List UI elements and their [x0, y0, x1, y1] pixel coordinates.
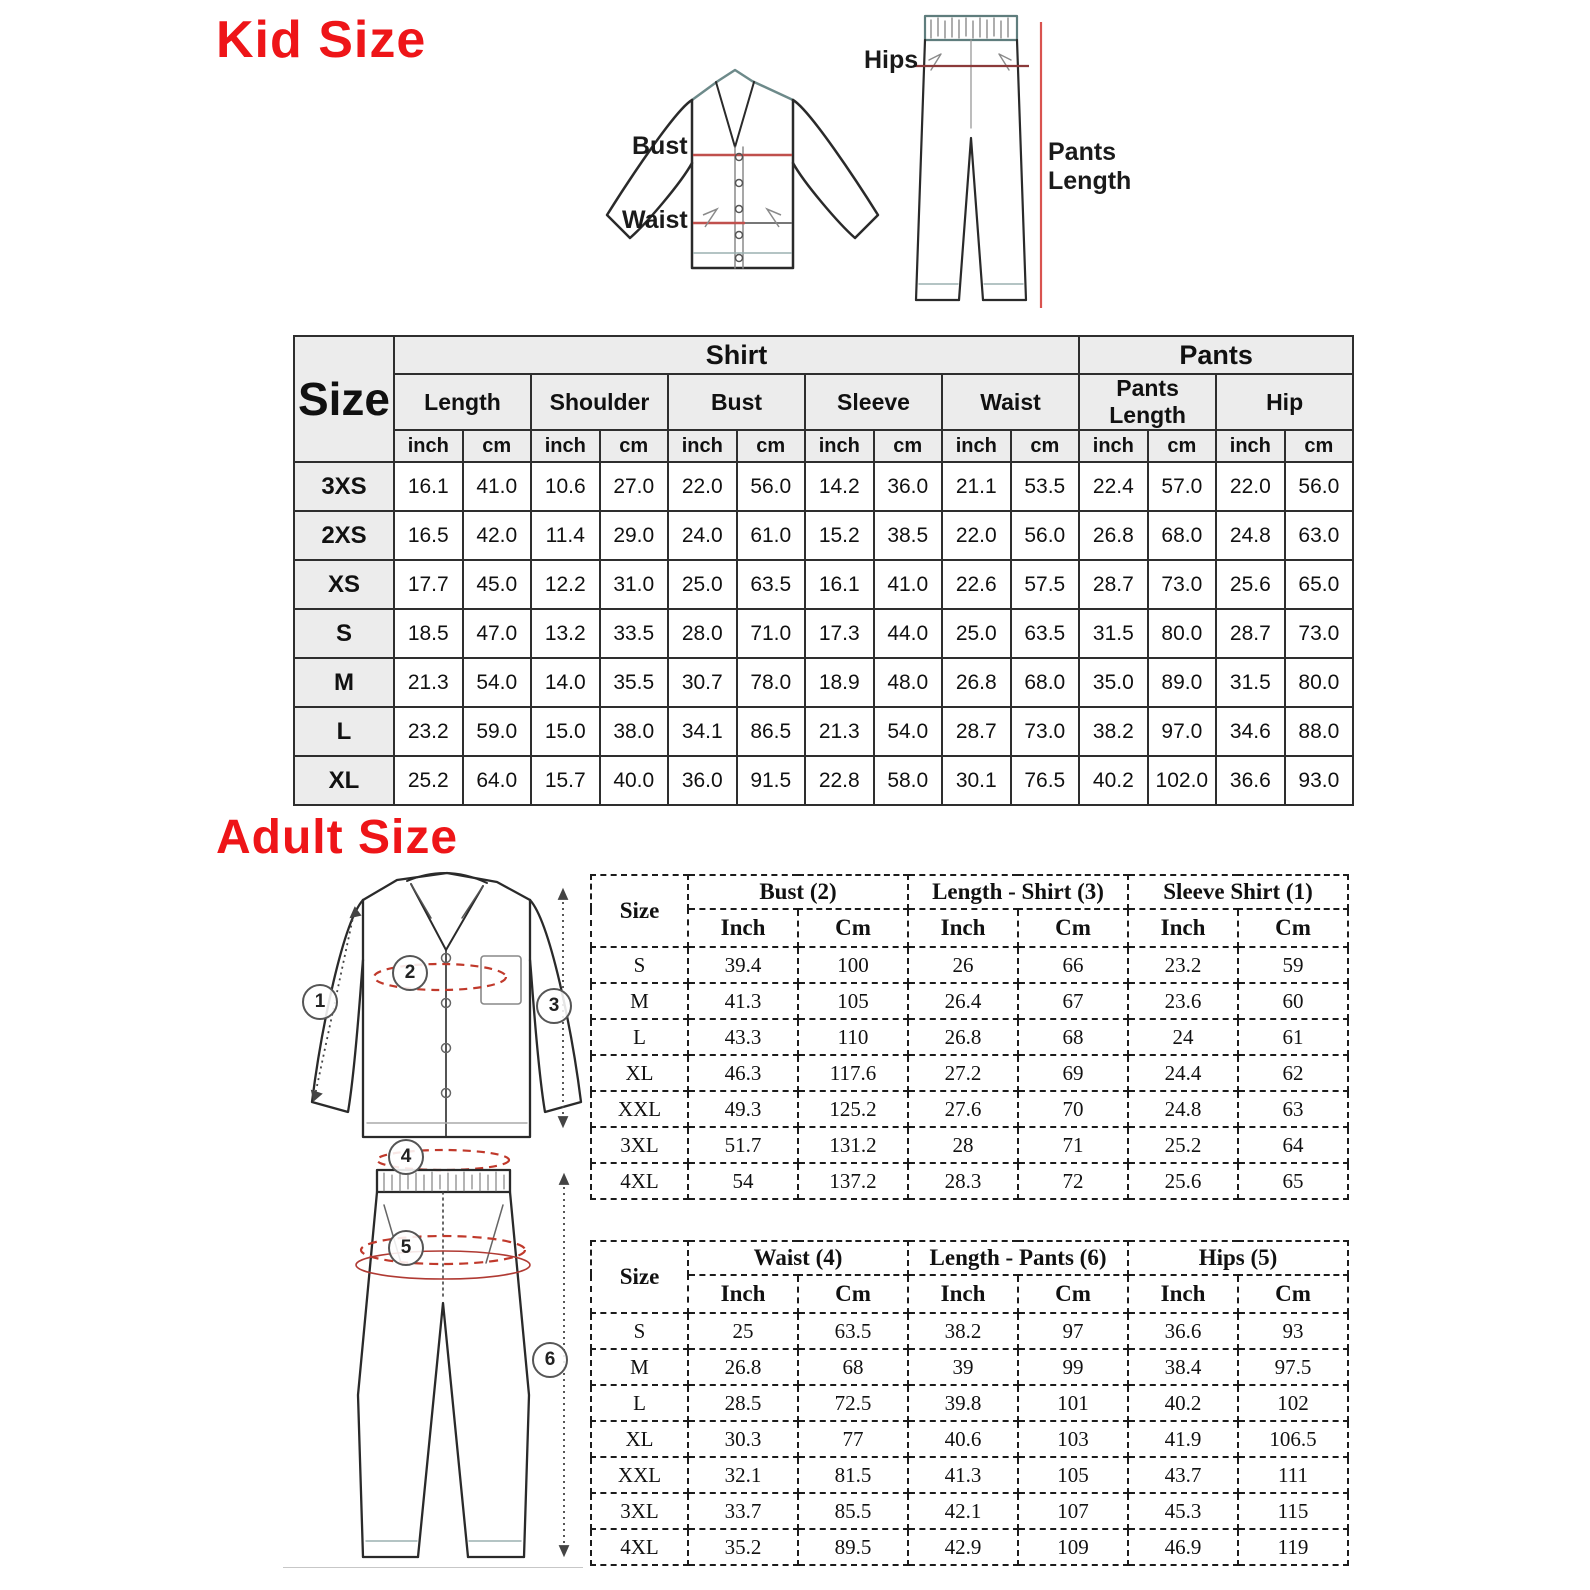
value-cell: 36.6 — [1216, 756, 1285, 805]
value-cell: 35.5 — [600, 658, 669, 707]
value-cell: 73.0 — [1011, 707, 1080, 756]
value-cell: 68.0 — [1011, 658, 1080, 707]
table-row — [591, 1019, 1348, 1055]
unit-header: Inch — [908, 909, 1018, 947]
value-cell: 97.0 — [1148, 707, 1217, 756]
value-cell: 56.0 — [1011, 511, 1080, 560]
value-cell: 38.4 — [1128, 1349, 1238, 1385]
value-cell: 26.8 — [688, 1349, 798, 1385]
table-row — [591, 1349, 1348, 1385]
size-label-cell: 2XS — [294, 511, 394, 560]
value-cell: 25.2 — [394, 756, 463, 805]
value-cell: 16.5 — [394, 511, 463, 560]
adult-shirt-header-unit-row — [591, 909, 1348, 947]
unit-header: cm — [600, 430, 669, 462]
kid-corner-header: Size — [294, 336, 394, 462]
value-cell: 30.1 — [942, 756, 1011, 805]
adult-shirt-header-group-row — [591, 875, 1348, 909]
value-cell: 27.2 — [908, 1055, 1018, 1091]
value-cell: 88.0 — [1285, 707, 1354, 756]
value-cell: 107 — [1018, 1493, 1128, 1529]
value-cell: 68.0 — [1148, 511, 1217, 560]
value-cell: 39 — [908, 1349, 1018, 1385]
value-cell: 40.6 — [908, 1421, 1018, 1457]
value-cell: 59.0 — [463, 707, 532, 756]
kid-measure-header: Waist — [942, 374, 1079, 430]
kid-measure-header: Shoulder — [531, 374, 668, 430]
value-cell: 38.5 — [874, 511, 943, 560]
value-cell: 42.0 — [463, 511, 532, 560]
kid-measure-header: Length — [394, 374, 531, 430]
value-cell: 30.3 — [688, 1421, 798, 1457]
value-cell: 65.0 — [1285, 560, 1354, 609]
value-cell: 39.8 — [908, 1385, 1018, 1421]
value-cell: 31.5 — [1079, 609, 1148, 658]
value-cell: 72 — [1018, 1163, 1128, 1199]
value-cell: 34.1 — [668, 707, 737, 756]
value-cell: 106.5 — [1238, 1421, 1348, 1457]
value-cell: 26.8 — [1079, 511, 1148, 560]
value-cell: 131.2 — [798, 1127, 908, 1163]
value-cell: 43.3 — [688, 1019, 798, 1055]
unit-header: Inch — [908, 1275, 1018, 1313]
value-cell: 42.1 — [908, 1493, 1018, 1529]
value-cell: 66 — [1018, 947, 1128, 983]
value-cell: 41.0 — [874, 560, 943, 609]
marker-1: 1 — [302, 984, 338, 1020]
value-cell: 64 — [1238, 1127, 1348, 1163]
value-cell: 64.0 — [463, 756, 532, 805]
value-cell: 18.5 — [394, 609, 463, 658]
size-label-cell: 4XL — [591, 1529, 688, 1565]
table-row — [591, 983, 1348, 1019]
value-cell: 14.0 — [531, 658, 600, 707]
value-cell: 22.6 — [942, 560, 1011, 609]
value-cell: 36.0 — [874, 462, 943, 511]
value-cell: 80.0 — [1285, 658, 1354, 707]
table-row — [591, 1385, 1348, 1421]
adult-shirt-table — [590, 874, 1349, 1200]
size-label-cell: L — [591, 1385, 688, 1421]
value-cell: 22.0 — [942, 511, 1011, 560]
value-cell: 36.6 — [1128, 1313, 1238, 1349]
value-cell: 28.0 — [668, 609, 737, 658]
value-cell: 46.3 — [688, 1055, 798, 1091]
value-cell: 16.1 — [805, 560, 874, 609]
value-cell: 10.6 — [531, 462, 600, 511]
table-row — [591, 1055, 1348, 1091]
ground-line — [283, 1567, 583, 1568]
kid-waist-label: Waist — [622, 206, 688, 234]
adult-shirt-corner-header: Size — [591, 875, 688, 947]
value-cell: 24.0 — [668, 511, 737, 560]
value-cell: 26.8 — [908, 1019, 1018, 1055]
value-cell: 25.2 — [1128, 1127, 1238, 1163]
value-cell: 45.3 — [1128, 1493, 1238, 1529]
value-cell: 18.9 — [805, 658, 874, 707]
value-cell: 80.0 — [1148, 609, 1217, 658]
adult-pants-header-group-row — [591, 1241, 1348, 1275]
value-cell: 56.0 — [1285, 462, 1354, 511]
value-cell: 103 — [1018, 1421, 1128, 1457]
table-row — [294, 560, 1353, 609]
value-cell: 42.9 — [908, 1529, 1018, 1565]
unit-header: inch — [1079, 430, 1148, 462]
value-cell: 16.1 — [394, 462, 463, 511]
kid-measure-header: Hip — [1216, 374, 1353, 430]
unit-header: cm — [1285, 430, 1354, 462]
size-label-cell: S — [294, 609, 394, 658]
value-cell: 54 — [688, 1163, 798, 1199]
value-cell: 51.7 — [688, 1127, 798, 1163]
value-cell: 97 — [1018, 1313, 1128, 1349]
unit-header: inch — [942, 430, 1011, 462]
value-cell: 22.4 — [1079, 462, 1148, 511]
unit-header: Cm — [1018, 1275, 1128, 1313]
value-cell: 93.0 — [1285, 756, 1354, 805]
unit-header: Inch — [1128, 909, 1238, 947]
unit-header: Cm — [1018, 909, 1128, 947]
value-cell: 41.9 — [1128, 1421, 1238, 1457]
size-label-cell: 3XL — [591, 1493, 688, 1529]
size-label-cell: XXL — [591, 1091, 688, 1127]
unit-header: cm — [463, 430, 532, 462]
kid-shirt-illustration — [585, 55, 885, 285]
size-label-cell: 4XL — [591, 1163, 688, 1199]
value-cell: 105 — [1018, 1457, 1128, 1493]
value-cell: 70 — [1018, 1091, 1128, 1127]
value-cell: 89.0 — [1148, 658, 1217, 707]
value-cell: 26 — [908, 947, 1018, 983]
value-cell: 63.0 — [1285, 511, 1354, 560]
table-row — [591, 947, 1348, 983]
unit-header: cm — [874, 430, 943, 462]
size-label-cell: M — [591, 983, 688, 1019]
value-cell: 85.5 — [798, 1493, 908, 1529]
value-cell: 27.0 — [600, 462, 669, 511]
value-cell: 49.3 — [688, 1091, 798, 1127]
table-row — [591, 1127, 1348, 1163]
adult-pants-header-unit-row — [591, 1275, 1348, 1313]
value-cell: 99 — [1018, 1349, 1128, 1385]
value-cell: 27.6 — [908, 1091, 1018, 1127]
value-cell: 24 — [1128, 1019, 1238, 1055]
value-cell: 86.5 — [737, 707, 806, 756]
value-cell: 35.0 — [1079, 658, 1148, 707]
size-label-cell: L — [294, 707, 394, 756]
value-cell: 44.0 — [874, 609, 943, 658]
value-cell: 38.2 — [1079, 707, 1148, 756]
value-cell: 54.0 — [463, 658, 532, 707]
value-cell: 78.0 — [737, 658, 806, 707]
unit-header: cm — [737, 430, 806, 462]
unit-header: Cm — [1238, 909, 1348, 947]
value-cell: 38.2 — [908, 1313, 1018, 1349]
value-cell: 29.0 — [600, 511, 669, 560]
value-cell: 28.7 — [942, 707, 1011, 756]
value-cell: 81.5 — [798, 1457, 908, 1493]
size-label-cell: M — [294, 658, 394, 707]
table-row — [591, 1313, 1348, 1349]
size-label-cell: 3XL — [591, 1127, 688, 1163]
value-cell: 23.2 — [394, 707, 463, 756]
value-cell: 24.8 — [1216, 511, 1285, 560]
value-cell: 71.0 — [737, 609, 806, 658]
value-cell: 40.2 — [1128, 1385, 1238, 1421]
table-row — [294, 658, 1353, 707]
unit-header: inch — [394, 430, 463, 462]
size-label-cell: XL — [591, 1421, 688, 1457]
value-cell: 68 — [1018, 1019, 1128, 1055]
adult-waist-group-header: Waist (4) — [688, 1241, 908, 1275]
value-cell: 58.0 — [874, 756, 943, 805]
adult-length-pants-group-header: Length - Pants (6) — [908, 1241, 1128, 1275]
value-cell: 77 — [798, 1421, 908, 1457]
marker-6: 6 — [532, 1342, 568, 1378]
value-cell: 28.3 — [908, 1163, 1018, 1199]
table-row — [294, 511, 1353, 560]
value-cell: 61 — [1238, 1019, 1348, 1055]
value-cell: 73.0 — [1285, 609, 1354, 658]
value-cell: 25.0 — [668, 560, 737, 609]
value-cell: 32.1 — [688, 1457, 798, 1493]
value-cell: 33.7 — [688, 1493, 798, 1529]
value-cell: 40.2 — [1079, 756, 1148, 805]
table-row — [591, 1091, 1348, 1127]
marker-4: 4 — [388, 1139, 424, 1175]
adult-hips-group-header: Hips (5) — [1128, 1241, 1348, 1275]
adult-size-title: Adult Size — [216, 811, 459, 864]
value-cell: 23.2 — [1128, 947, 1238, 983]
value-cell: 71 — [1018, 1127, 1128, 1163]
value-cell: 119 — [1238, 1529, 1348, 1565]
kid-header-unit-row — [294, 430, 1353, 462]
size-label-cell: S — [591, 1313, 688, 1349]
value-cell: 25 — [688, 1313, 798, 1349]
value-cell: 102 — [1238, 1385, 1348, 1421]
value-cell: 54.0 — [874, 707, 943, 756]
unit-header: Inch — [688, 1275, 798, 1313]
kid-size-title: Kid Size — [216, 11, 427, 69]
value-cell: 57.5 — [1011, 560, 1080, 609]
size-label-cell: 3XS — [294, 462, 394, 511]
value-cell: 33.5 — [600, 609, 669, 658]
value-cell: 65 — [1238, 1163, 1348, 1199]
value-cell: 43.7 — [1128, 1457, 1238, 1493]
value-cell: 48.0 — [874, 658, 943, 707]
value-cell: 17.3 — [805, 609, 874, 658]
value-cell: 117.6 — [798, 1055, 908, 1091]
marker-3: 3 — [536, 988, 572, 1024]
adult-sleeve-shirt-group-header: Sleeve Shirt (1) — [1128, 875, 1348, 909]
kid-bust-label: Bust — [632, 132, 688, 160]
unit-header: Cm — [798, 1275, 908, 1313]
value-cell: 111 — [1238, 1457, 1348, 1493]
table-row — [591, 1457, 1348, 1493]
table-row — [591, 1493, 1348, 1529]
value-cell: 36.0 — [668, 756, 737, 805]
value-cell: 68 — [798, 1349, 908, 1385]
kid-table-body — [294, 462, 1353, 805]
value-cell: 73.0 — [1148, 560, 1217, 609]
value-cell: 12.2 — [531, 560, 600, 609]
value-cell: 21.3 — [394, 658, 463, 707]
value-cell: 63 — [1238, 1091, 1348, 1127]
value-cell: 41.3 — [908, 1457, 1018, 1493]
value-cell: 17.7 — [394, 560, 463, 609]
adult-bust-group-header: Bust (2) — [688, 875, 908, 909]
adult-pants-table — [590, 1240, 1349, 1566]
adult-length-shirt-group-header: Length - Shirt (3) — [908, 875, 1128, 909]
value-cell: 93 — [1238, 1313, 1348, 1349]
value-cell: 23.6 — [1128, 983, 1238, 1019]
value-cell: 22.8 — [805, 756, 874, 805]
value-cell: 35.2 — [688, 1529, 798, 1565]
value-cell: 13.2 — [531, 609, 600, 658]
value-cell: 61.0 — [737, 511, 806, 560]
table-row — [294, 756, 1353, 805]
value-cell: 31.0 — [600, 560, 669, 609]
table-row — [294, 707, 1353, 756]
unit-header: inch — [805, 430, 874, 462]
value-cell: 28 — [908, 1127, 1018, 1163]
unit-header: Inch — [1128, 1275, 1238, 1313]
value-cell: 109 — [1018, 1529, 1128, 1565]
value-cell: 24.4 — [1128, 1055, 1238, 1091]
value-cell: 115 — [1238, 1493, 1348, 1529]
size-label-cell: XL — [591, 1055, 688, 1091]
value-cell: 31.5 — [1216, 658, 1285, 707]
kid-pants-length-label: Pants Length — [1048, 138, 1132, 195]
value-cell: 26.8 — [942, 658, 1011, 707]
value-cell: 60 — [1238, 983, 1348, 1019]
value-cell: 28.7 — [1079, 560, 1148, 609]
value-cell: 125.2 — [798, 1091, 908, 1127]
value-cell: 137.2 — [798, 1163, 908, 1199]
value-cell: 101 — [1018, 1385, 1128, 1421]
value-cell: 15.7 — [531, 756, 600, 805]
value-cell: 26.4 — [908, 983, 1018, 1019]
value-cell: 45.0 — [463, 560, 532, 609]
kid-pants-illustration — [895, 8, 1055, 318]
unit-header: cm — [1148, 430, 1217, 462]
value-cell: 22.0 — [668, 462, 737, 511]
value-cell: 40.0 — [600, 756, 669, 805]
value-cell: 63.5 — [737, 560, 806, 609]
value-cell: 102.0 — [1148, 756, 1217, 805]
value-cell: 57.0 — [1148, 462, 1217, 511]
value-cell: 59 — [1238, 947, 1348, 983]
value-cell: 47.0 — [463, 609, 532, 658]
unit-header: Cm — [1238, 1275, 1348, 1313]
table-row — [591, 1163, 1348, 1199]
value-cell: 69 — [1018, 1055, 1128, 1091]
value-cell: 76.5 — [1011, 756, 1080, 805]
value-cell: 22.0 — [1216, 462, 1285, 511]
value-cell: 105 — [798, 983, 908, 1019]
size-label-cell: L — [591, 1019, 688, 1055]
value-cell: 97.5 — [1238, 1349, 1348, 1385]
value-cell: 25.6 — [1216, 560, 1285, 609]
kid-header-group-row — [294, 336, 1353, 374]
value-cell: 15.2 — [805, 511, 874, 560]
value-cell: 24.8 — [1128, 1091, 1238, 1127]
kid-size-table — [293, 335, 1354, 806]
size-label-cell: M — [591, 1349, 688, 1385]
value-cell: 72.5 — [798, 1385, 908, 1421]
unit-header: inch — [531, 430, 600, 462]
marker-5: 5 — [388, 1230, 424, 1266]
unit-header: cm — [1011, 430, 1080, 462]
table-row — [591, 1529, 1348, 1565]
kid-measure-header: Sleeve — [805, 374, 942, 430]
value-cell: 62 — [1238, 1055, 1348, 1091]
value-cell: 91.5 — [737, 756, 806, 805]
kid-shirt-group-header: Shirt — [394, 336, 1079, 374]
unit-header: Cm — [798, 909, 908, 947]
value-cell: 89.5 — [798, 1529, 908, 1565]
kid-pants-group-header: Pants — [1079, 336, 1353, 374]
value-cell: 28.5 — [688, 1385, 798, 1421]
value-cell: 28.7 — [1216, 609, 1285, 658]
value-cell: 56.0 — [737, 462, 806, 511]
value-cell: 21.1 — [942, 462, 1011, 511]
value-cell: 11.4 — [531, 511, 600, 560]
size-label-cell: S — [591, 947, 688, 983]
value-cell: 100 — [798, 947, 908, 983]
unit-header: Inch — [688, 909, 798, 947]
unit-header: inch — [1216, 430, 1285, 462]
marker-2: 2 — [392, 955, 428, 991]
kid-measure-header: Pants Length — [1079, 374, 1216, 430]
value-cell: 25.0 — [942, 609, 1011, 658]
adult-pants-corner-header: Size — [591, 1241, 688, 1313]
value-cell: 15.0 — [531, 707, 600, 756]
adult-shirt-table-body — [591, 947, 1348, 1199]
value-cell: 25.6 — [1128, 1163, 1238, 1199]
value-cell: 38.0 — [600, 707, 669, 756]
value-cell: 41.3 — [688, 983, 798, 1019]
value-cell: 41.0 — [463, 462, 532, 511]
value-cell: 63.5 — [798, 1313, 908, 1349]
value-cell: 46.9 — [1128, 1529, 1238, 1565]
value-cell: 21.3 — [805, 707, 874, 756]
value-cell: 67 — [1018, 983, 1128, 1019]
table-row — [294, 609, 1353, 658]
kid-hips-label: Hips — [864, 46, 919, 74]
value-cell: 63.5 — [1011, 609, 1080, 658]
value-cell: 110 — [798, 1019, 908, 1055]
kid-measure-header: Bust — [668, 374, 805, 430]
value-cell: 53.5 — [1011, 462, 1080, 511]
unit-header: inch — [668, 430, 737, 462]
kid-header-measure-row — [294, 374, 1353, 430]
value-cell: 34.6 — [1216, 707, 1285, 756]
size-label-cell: XXL — [591, 1457, 688, 1493]
value-cell: 39.4 — [688, 947, 798, 983]
size-label-cell: XS — [294, 560, 394, 609]
value-cell: 30.7 — [668, 658, 737, 707]
adult-pants-table-body — [591, 1313, 1348, 1565]
table-row — [591, 1421, 1348, 1457]
value-cell: 14.2 — [805, 462, 874, 511]
size-label-cell: XL — [294, 756, 394, 805]
table-row — [294, 462, 1353, 511]
